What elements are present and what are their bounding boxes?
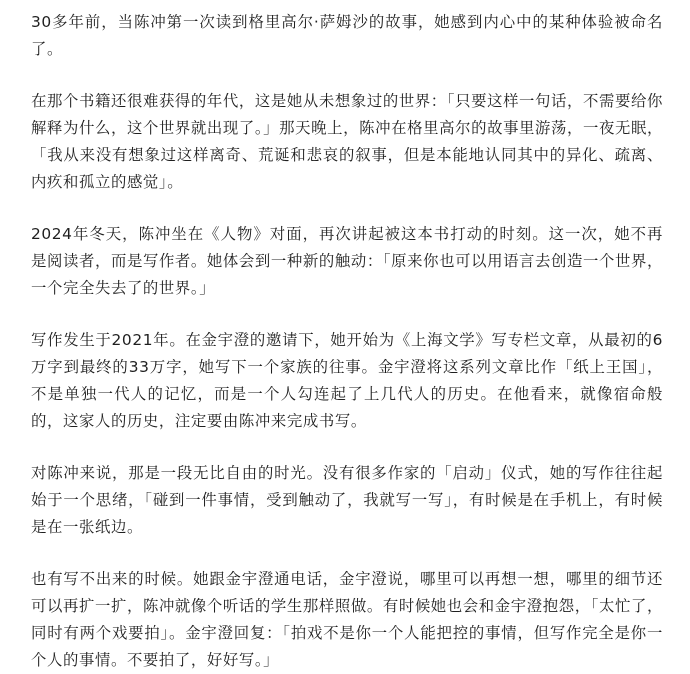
paragraph-5: 对陈冲来说，那是一段无比自由的时光。没有很多作家的「启动」仪式，她的写作往往起始于一个思绪，「碰到一件事情，受到触动了，我就写一写」，有时候是在手机上，有时候是在一张纸边。 <box>31 464 663 536</box>
article-body <box>31 9 663 674</box>
paragraph-6: 也有写不出来的时候。她跟金宇澄通电话，金宇澄说，哪里可以再想一想，哪里的细节还可以再扩一扩，陈冲就像个听话的学生那样照做。有时候她也会和金宇澄抱怨，「太忙了，同时有两个戏要拍」。金宇澄回复：「拍戏不是你一个人能把控的事情，但写作完全是你一个人的事情。不要拍了，好好写。」 <box>31 570 663 669</box>
paragraph-1: 30多年前，当陈冲第一次读到格里高尔·萨姆沙的故事，她感到内心中的某种体验被命名了。 <box>31 13 663 58</box>
paragraph-3: 2024年冬天，陈冲坐在《人物》对面，再次讲起被这本书打动的时刻。这一次，她不再是阅读者，而是写作者。她体会到一种新的触动：「原来你也可以用语言去创造一个世界，一个完全失去了的世界。」 <box>31 225 663 297</box>
paragraph-4: 写作发生于2021年。在金宇澄的邀请下，她开始为《上海文学》写专栏文章，从最初的6万字到最终的33万字，她写下一个家族的往事。金宇澄将这系列文章比作「纸上王国」，不是单独一代人的记忆，而是一个人勾连起了上几代人的历史。在他看来，就像宿命般的，这家人的历史，注定要由陈冲来完成书写。 <box>31 331 663 430</box>
paragraph-2: 在那个书籍还很难获得的年代，这是她从未想象过的世界：「只要这样一句话，不需要给你解释为什么，这个世界就出现了。」那天晚上，陈冲在格里高尔的故事里游荡，一夜无眠，「我从来没有想象过这样离奇、荒诞和悲哀的叙事，但是本能地认同其中的异化、疏离、内疚和孤立的感觉」。 <box>31 92 663 191</box>
